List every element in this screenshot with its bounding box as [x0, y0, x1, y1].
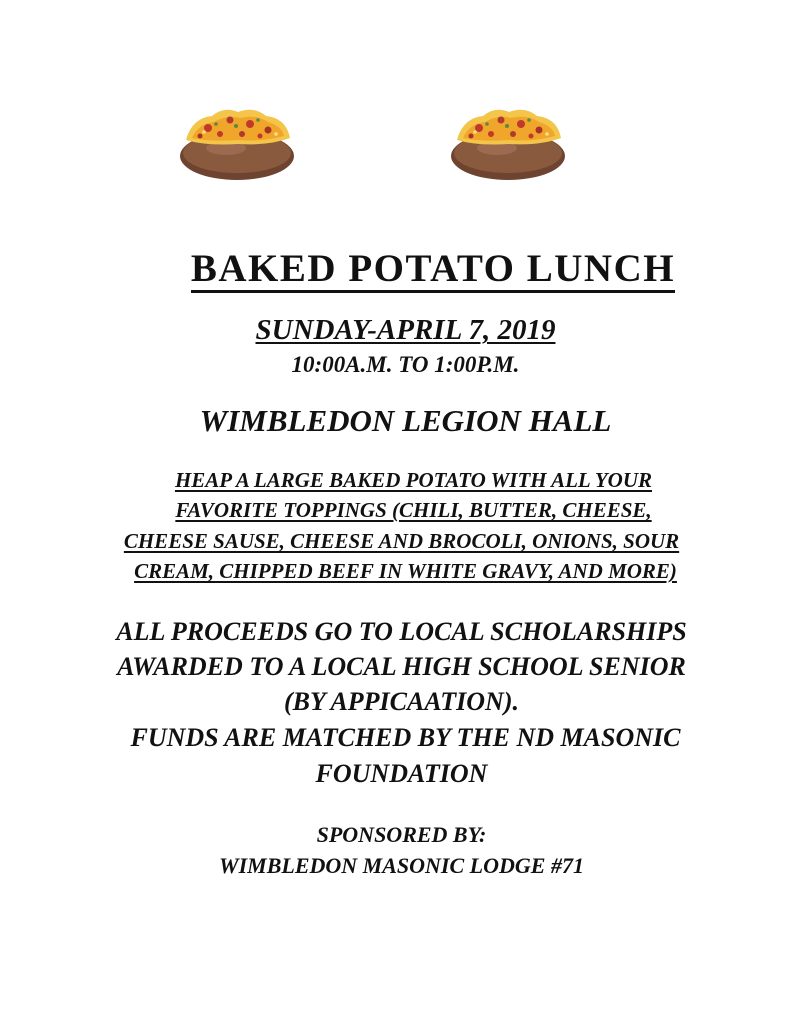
flyer-title-text: BAKED POTATO LUNCH — [191, 248, 675, 293]
proceeds-line: AWARDED TO A LOCAL HIGH SCHOOL SENIOR — [117, 652, 686, 681]
description-line: CHEESE SAUSE, CHEESE AND BROCOLI, ONIONS, SOUR — [123, 529, 680, 553]
description-line: HEAP A LARGE BAKED POTATO WITH ALL YOUR — [174, 468, 653, 492]
baked-potato-icon — [178, 104, 296, 182]
flyer-title — [146, 246, 720, 293]
sponsor-label: SPONSORED BY: — [316, 822, 487, 847]
sponsor-name: WIMBLEDON MASONIC LODGE #71 — [219, 853, 584, 878]
baked-potato-image-left — [178, 104, 296, 182]
baked-potato-image-right — [449, 104, 567, 182]
baked-potato-icon — [449, 104, 567, 182]
event-time: 10:00A.M. TO 1:00P.M. — [291, 352, 520, 377]
proceeds-line: FUNDS ARE MATCHED BY THE ND MASONIC — [130, 723, 681, 752]
proceeds-line: FOUNDATION — [315, 759, 488, 788]
event-date: SUNDAY-APRIL 7, 2019 — [255, 314, 556, 346]
description-line: FAVORITE TOPPINGS (CHILI, BUTTER, CHEESE, — [175, 498, 652, 522]
proceeds-line: ALL PROCEEDS GO TO LOCAL SCHOLARSHIPS — [116, 617, 687, 646]
event-venue: WIMBLEDON LEGION HALL — [199, 403, 612, 438]
description-line: CREAM, CHIPPED BEEF IN WHITE GRAVY, AND MORE) — [134, 559, 677, 583]
proceeds-line: (BY APPICAATION). — [284, 687, 519, 716]
